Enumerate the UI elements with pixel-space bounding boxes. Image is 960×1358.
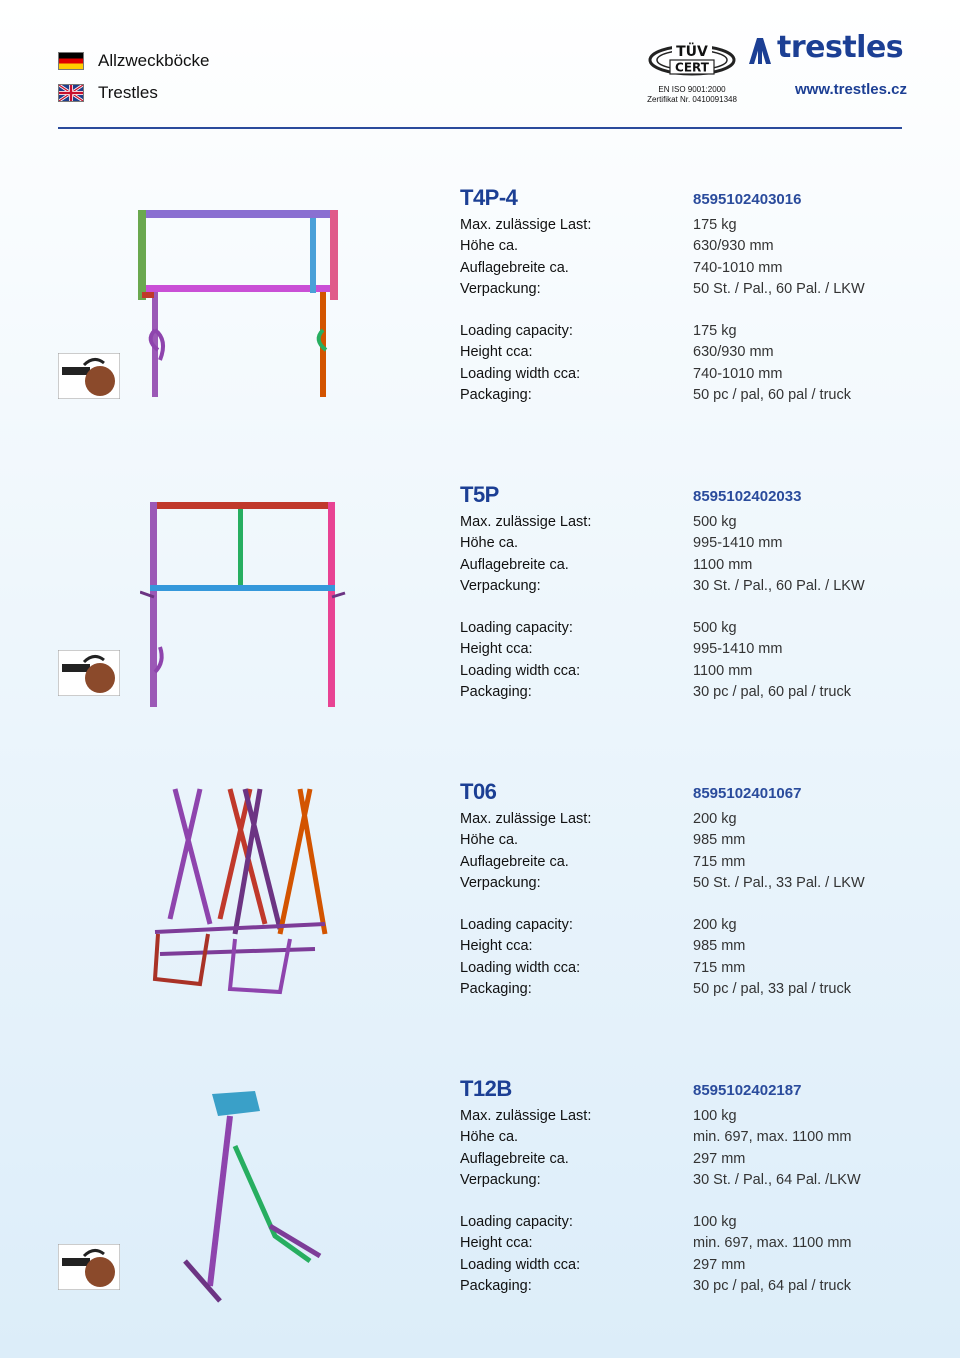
spec-value: 500 kg [693, 514, 737, 530]
packaging-stamp-icon [58, 353, 120, 399]
cert-number: Zertifikat Nr. 0410091348 [647, 95, 737, 104]
brand-logo [745, 30, 905, 71]
spec-label: Höhe ca. [460, 1129, 519, 1146]
product-name: T06 [460, 779, 497, 804]
product-specs [460, 809, 920, 1000]
spec-label: Packaging: [460, 684, 532, 701]
spec-row [460, 873, 920, 894]
spec-label: Height cca: [460, 938, 533, 955]
header-divider [58, 127, 902, 129]
product-t06 [0, 779, 960, 1039]
spec-row [460, 1106, 920, 1127]
spec-row [460, 1233, 920, 1254]
spec-value: min. 697, max. 1100 mm [693, 1129, 852, 1146]
language-english[interactable] [58, 83, 158, 103]
spec-value: 175 kg [693, 217, 737, 233]
spec-label: Verpackung: [460, 280, 541, 297]
spec-row [460, 1255, 920, 1276]
product-name: T5P [460, 482, 499, 507]
spec-value: 175 kg [693, 323, 737, 340]
language-label-german: Allzweckböcke [98, 51, 210, 70]
product-name: T4P-4 [460, 185, 518, 210]
spec-value: 715 mm [693, 853, 746, 870]
spec-value: 1100 mm [693, 556, 753, 573]
spec-row [460, 533, 920, 554]
spec-label: Packaging: [460, 387, 532, 404]
spec-value: min. 697, max. 1100 mm [693, 1235, 852, 1252]
spec-row [460, 555, 920, 576]
product-ean-code: 8595102402033 [693, 488, 802, 505]
spec-value: 995-1410 mm [693, 535, 783, 552]
spec-row [460, 1276, 920, 1297]
brand-name: trestles [777, 30, 904, 65]
spec-row [460, 639, 920, 660]
tuv-cert-icon [642, 40, 742, 80]
product-specs [460, 512, 920, 703]
spec-row [460, 1212, 920, 1233]
website-link[interactable]: www.trestles.cz [795, 81, 907, 98]
tuv-cert-logo [642, 40, 742, 105]
spec-row [460, 258, 920, 279]
spec-label: Auflagebreite ca. [460, 1150, 569, 1167]
spec-row [460, 958, 920, 979]
packaging-stamp-icon [58, 1244, 120, 1290]
spec-label: Max. zulässige Last: [460, 811, 592, 827]
spec-row [460, 1149, 920, 1170]
spec-row [460, 215, 920, 236]
spec-label: Max. zulässige Last: [460, 1108, 592, 1124]
spec-value: 715 mm [693, 959, 746, 976]
spec-row [460, 236, 920, 257]
spec-row [460, 385, 920, 406]
cert-standard: EN ISO 9001:2000 [658, 85, 726, 94]
spec-row [460, 852, 920, 873]
spec-row [460, 682, 920, 703]
spec-value: 50 pc / pal, 60 pal / truck [693, 387, 851, 404]
spec-label: Max. zulässige Last: [460, 217, 592, 233]
svg-text:TÜV: TÜV [676, 44, 708, 60]
product-ean-code: 8595102403016 [693, 191, 802, 208]
spec-label: Loading width cca: [460, 1256, 581, 1273]
spec-label: Loading width cca: [460, 959, 581, 976]
trestle-t06-illustration [150, 784, 340, 999]
spec-value: 100 kg [693, 1214, 737, 1231]
svg-text:CERT: CERT [675, 60, 709, 75]
spec-row [460, 576, 920, 597]
spec-value: 50 pc / pal, 33 pal / truck [693, 981, 851, 998]
language-label-english: Trestles [98, 83, 158, 102]
spec-value: 500 kg [693, 620, 737, 637]
trestle-t5p-illustration [140, 497, 350, 712]
spec-row [460, 809, 920, 830]
spec-row [460, 364, 920, 385]
spec-value: 200 kg [693, 811, 737, 827]
spec-row [460, 915, 920, 936]
trestle-t12b-illustration [180, 1086, 330, 1306]
spec-label: Höhe ca. [460, 535, 519, 552]
spec-value: 30 pc / pal, 64 pal / truck [693, 1278, 851, 1295]
spec-row [460, 661, 920, 682]
spec-row [460, 321, 920, 342]
spec-label: Loading capacity: [460, 1214, 573, 1231]
spec-label: Loading capacity: [460, 323, 573, 340]
spec-value: 740-1010 mm [693, 365, 783, 382]
spec-value: 630/930 mm [693, 344, 774, 361]
spec-label: Height cca: [460, 344, 533, 361]
spec-value: 297 mm [693, 1150, 746, 1167]
spec-value: 50 St. / Pal., 60 Pal. / LKW [693, 280, 865, 297]
spec-label: Höhe ca. [460, 832, 519, 849]
trestles-logo-icon [745, 36, 775, 66]
spec-row [460, 512, 920, 533]
spec-value: 740-1010 mm [693, 259, 783, 276]
spec-value: 50 St. / Pal., 33 Pal. / LKW [693, 874, 865, 891]
product-ean-code: 8595102401067 [693, 785, 802, 802]
spec-value: 1100 mm [693, 662, 753, 679]
spec-label: Height cca: [460, 641, 533, 658]
spec-value: 985 mm [693, 832, 746, 849]
spec-label: Verpackung: [460, 874, 541, 891]
spec-label: Loading capacity: [460, 917, 573, 934]
spec-row [460, 936, 920, 957]
spec-value: 30 pc / pal, 60 pal / truck [693, 684, 851, 701]
spec-label: Max. zulässige Last: [460, 514, 592, 530]
spec-value: 297 mm [693, 1256, 746, 1273]
spec-value: 995-1410 mm [693, 641, 783, 658]
spec-label: Packaging: [460, 981, 532, 998]
spec-value: 100 kg [693, 1108, 737, 1124]
product-specs [460, 215, 920, 406]
spec-label: Verpackung: [460, 1171, 541, 1188]
product-specs [460, 1106, 920, 1297]
spec-row [460, 618, 920, 639]
spec-row [460, 342, 920, 363]
spec-label: Verpackung: [460, 577, 541, 594]
spec-label: Packaging: [460, 1278, 532, 1295]
spec-label: Auflagebreite ca. [460, 853, 569, 870]
spec-value: 630/930 mm [693, 238, 774, 255]
flag-uk-icon [58, 84, 84, 102]
product-t12b [0, 1076, 960, 1336]
spec-value: 985 mm [693, 938, 746, 955]
spec-label: Loading width cca: [460, 365, 581, 382]
spec-value: 30 St. / Pal., 60 Pal. / LKW [693, 577, 865, 594]
flag-germany-icon [58, 52, 84, 70]
packaging-stamp-icon [58, 650, 120, 696]
spec-row [460, 830, 920, 851]
spec-value: 30 St. / Pal., 64 Pal. /LKW [693, 1171, 861, 1188]
spec-label: Auflagebreite ca. [460, 556, 569, 573]
spec-row [460, 279, 920, 300]
spec-label: Höhe ca. [460, 238, 519, 255]
product-t5p [0, 482, 960, 742]
page-header [0, 0, 960, 130]
spec-label: Loading capacity: [460, 620, 573, 637]
spec-row [460, 1127, 920, 1148]
spec-label: Height cca: [460, 1235, 533, 1252]
spec-label: Loading width cca: [460, 662, 581, 679]
spec-label: Auflagebreite ca. [460, 259, 569, 276]
spec-row [460, 979, 920, 1000]
product-name: T12B [460, 1076, 512, 1101]
spec-value: 200 kg [693, 917, 737, 934]
language-german[interactable] [58, 51, 210, 71]
product-t4p-4 [0, 185, 960, 445]
trestle-t4p-4-illustration [130, 200, 350, 405]
product-ean-code: 8595102402187 [693, 1082, 802, 1099]
spec-row [460, 1170, 920, 1191]
